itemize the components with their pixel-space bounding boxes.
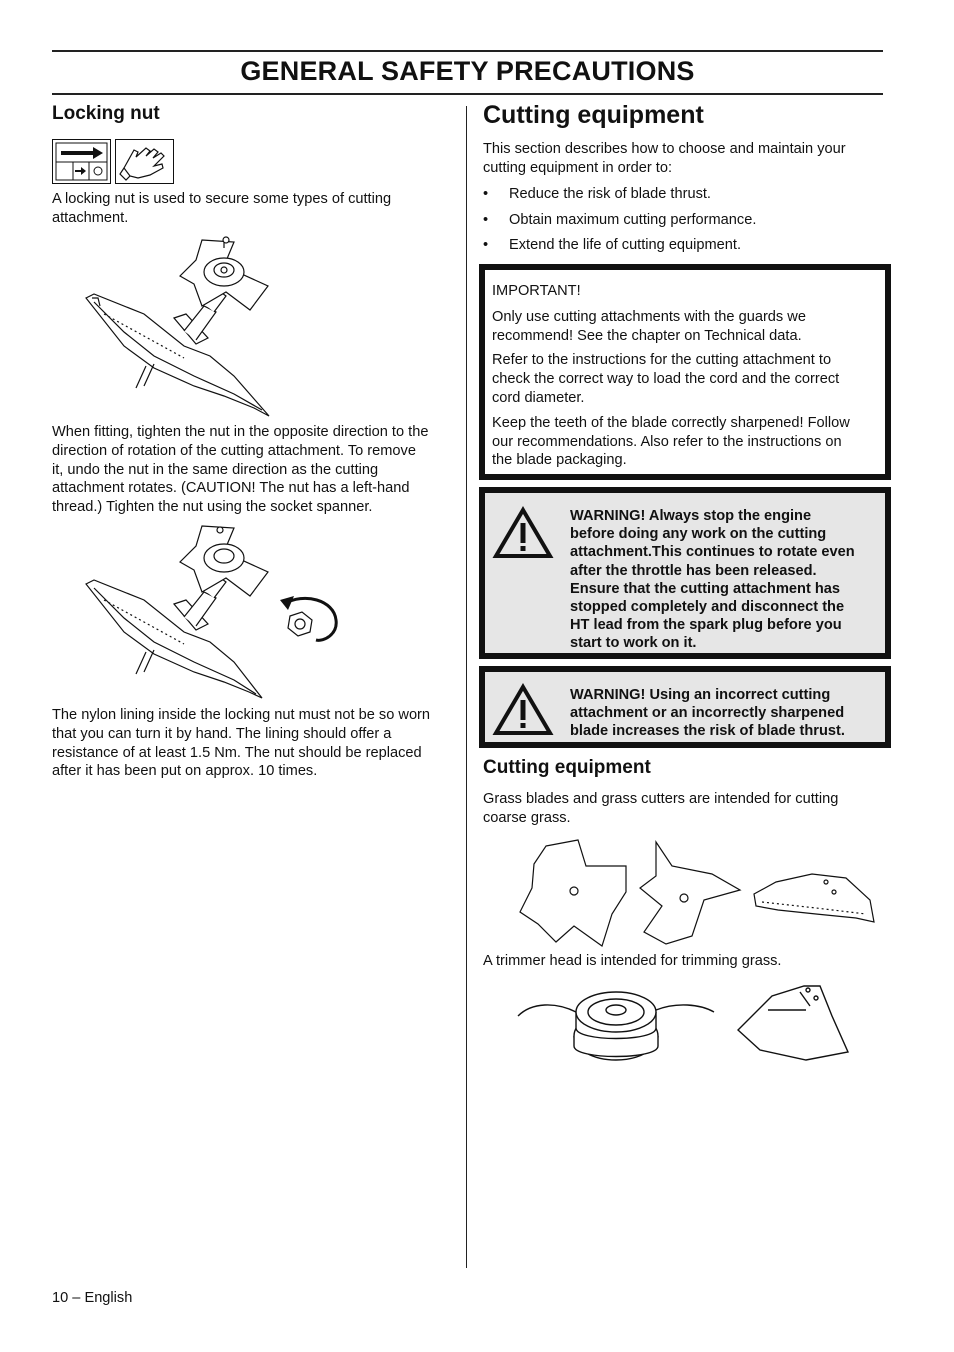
locking-nut-heading: Locking nut <box>52 103 160 124</box>
cutting-equipment-subheading: Cutting equipment <box>483 757 651 778</box>
page-title: GENERAL SAFETY PRECAUTIONS <box>240 56 695 86</box>
warning-triangle-icon <box>493 507 553 559</box>
warning-text-2: WARNING! Using an incorrect cutting attachment or an incorrectly sharpened blade increases the risk of blade thrust. <box>570 687 845 740</box>
page-number-footer: 10 – English <box>52 1290 133 1306</box>
important-box <box>479 264 891 480</box>
grass-blades-paragraph: Grass blades and grass cutters are intended for cutting coarse grass. <box>483 791 839 826</box>
important-content: IMPORTANT! Only use cutting attachments with the guards we recommend! See the chapter on Technical data. Refer to the instructions for the cutting attachment to check the correct way to load the cord and the correct cord diameter. Keep the teeth of the blade correctly sharpened! Follow our recommendations. Also refer to the instructions on the blade packaging. <box>492 282 884 470</box>
bullet-dot: • <box>483 237 489 253</box>
bullet-dot: • <box>483 211 489 228</box>
grass-blades-illustration <box>516 836 876 948</box>
arrow-book-icon <box>53 140 110 183</box>
locking-nut-illustration-2 <box>84 522 354 702</box>
locking-nut-paragraph-2: When fitting, tighten the nut in the opposite direction to the direction of rotation of the cutting attachment. To remove it, undo the nut in the same direction as the cutting attachment rotates. (CAUTION! The nut has a left-hand thread.) Tighten the nut using the socket spanner. <box>52 424 429 516</box>
list-item: • Reduce the risk of blade thrust. <box>483 186 711 202</box>
list-item: • Extend the life of cutting equipment. <box>483 237 742 253</box>
warning-box-1 <box>479 487 891 659</box>
read-manual-symbol <box>52 139 111 184</box>
warning-text-1: WARNING! Always stop the engine before doing any work on the cutting attachment.This continues to rotate even after the throttle has been released. Ensure that the cutting attachment has stopped completely and disconnect the HT lead from the spark plug before you start to work on it. <box>570 508 855 652</box>
locking-nut-paragraph-3: The nylon lining inside the locking nut must not be so worn that you can turn it by hand. The lining should offer a resistance of at least 1.5 Nm. The nut should be replaced after it has been put on approx. 10 times. <box>52 707 431 780</box>
important-title: IMPORTANT! <box>492 283 581 299</box>
header-bottom-rule <box>52 93 883 95</box>
warning-triangle-icon <box>493 684 553 736</box>
cutting-equipment-intro: This section describes how to choose and maintain your cutting equipment in order to: <box>483 141 846 176</box>
header-top-rule <box>52 50 883 52</box>
glove-icon <box>116 140 173 183</box>
trimmer-head-paragraph: A trimmer head is intended for trimming grass. <box>483 953 782 969</box>
cutting-equipment-heading: Cutting equipment <box>483 101 704 129</box>
bullet-dot: • <box>483 186 489 202</box>
warning-box-2 <box>479 666 891 748</box>
list-item: • Obtain maximum cutting performance. <box>483 211 757 228</box>
gloves-symbol <box>115 139 174 184</box>
locking-nut-paragraph-1: A locking nut is used to secure some types of cutting attachment. <box>52 191 392 226</box>
trimmer-head-illustration <box>516 976 856 1068</box>
column-divider <box>466 106 467 1268</box>
bullet-list <box>483 185 888 262</box>
locking-nut-illustration-1 <box>84 236 284 416</box>
